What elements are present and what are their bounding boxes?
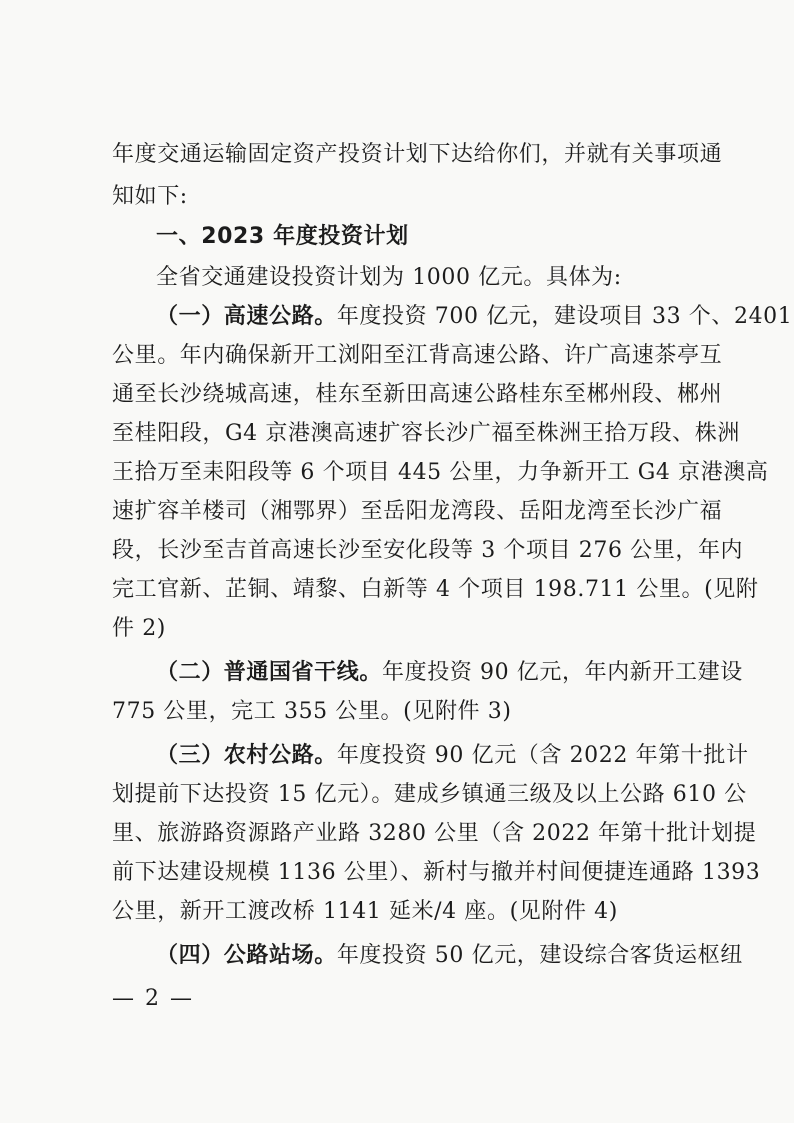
item2-label: （二）普通国省干线。 [156, 659, 383, 685]
item1-line: 至桂阳段，G4 京港澳高速扩容长沙广福至株洲王拾万段、株洲 [112, 421, 740, 446]
item1-line: 王拾万至耒阳段等 6 个项目 445 公里，力争新开工 G4 京港澳高 [112, 460, 769, 485]
item3-first-line [156, 740, 749, 771]
item3-line: 划提前下达投资 15 亿元）。建成乡镇通三级及以上公路 610 公 [112, 782, 747, 807]
item1-line: 公里。年内确保新开工浏阳至江背高速公路、许广高速茶亭互 [112, 343, 723, 368]
item2-line: 775 公里，完工 355 公里。(见附件 3) [112, 699, 512, 724]
item1-line: 速扩容羊楼司（湘鄂界）至岳阳龙湾段、岳阳龙湾至长沙广福 [112, 499, 723, 524]
item3-line: 公里，新开工渡改桥 1141 延米/4 座。(见附件 4) [112, 899, 618, 924]
item4-first-text: 年度投资 50 亿元，建设综合客货运枢纽 [336, 943, 743, 968]
item3-label: （三）农村公路。 [156, 742, 337, 768]
item1-label: （一）高速公路。 [156, 303, 337, 329]
item3-line: 里、旅游路资源路产业路 3280 公里（含 2022 年第十批计划提 [112, 821, 757, 846]
item3-line: 前下达建设规模 1136 公里）、新村与撤并村间便捷连通路 1393 [112, 860, 761, 885]
item4-first-line [156, 940, 743, 971]
intro-line-1: 年度交通运输固定资产投资计划下达给你们，并就有关事项通 [112, 142, 723, 167]
item1-line: 通至长沙绕城高速，桂东至新田高速公路桂东至郴州段、郴州 [112, 382, 723, 407]
item1-line: 段，长沙至吉首高速长沙至安化段等 3 个项目 276 公里，年内 [112, 538, 744, 563]
item2-first-line [156, 657, 743, 688]
section-heading: 一、2023 年度投资计划 [156, 224, 409, 249]
item3-first-text: 年度投资 90 亿元（含 2022 年第十批计 [336, 743, 749, 768]
item1-line: 件 2) [112, 616, 166, 641]
item1-first-text: 年度投资 700 亿元，建设项目 33 个、2401 [336, 304, 793, 329]
item4-label: （四）公路站场。 [156, 942, 337, 968]
page-number: — 2 — [112, 986, 194, 1011]
item1-first-line [156, 301, 793, 332]
item2-first-text: 年度投资 90 亿元，年内新开工建设 [382, 660, 743, 685]
total-investment-line: 全省交通建设投资计划为 1000 亿元。具体为: [156, 265, 622, 290]
intro-line-2: 知如下: [112, 184, 188, 209]
item1-line: 完工官新、芷铜、靖黎、白新等 4 个项目 198.711 公里。(见附 [112, 577, 759, 602]
